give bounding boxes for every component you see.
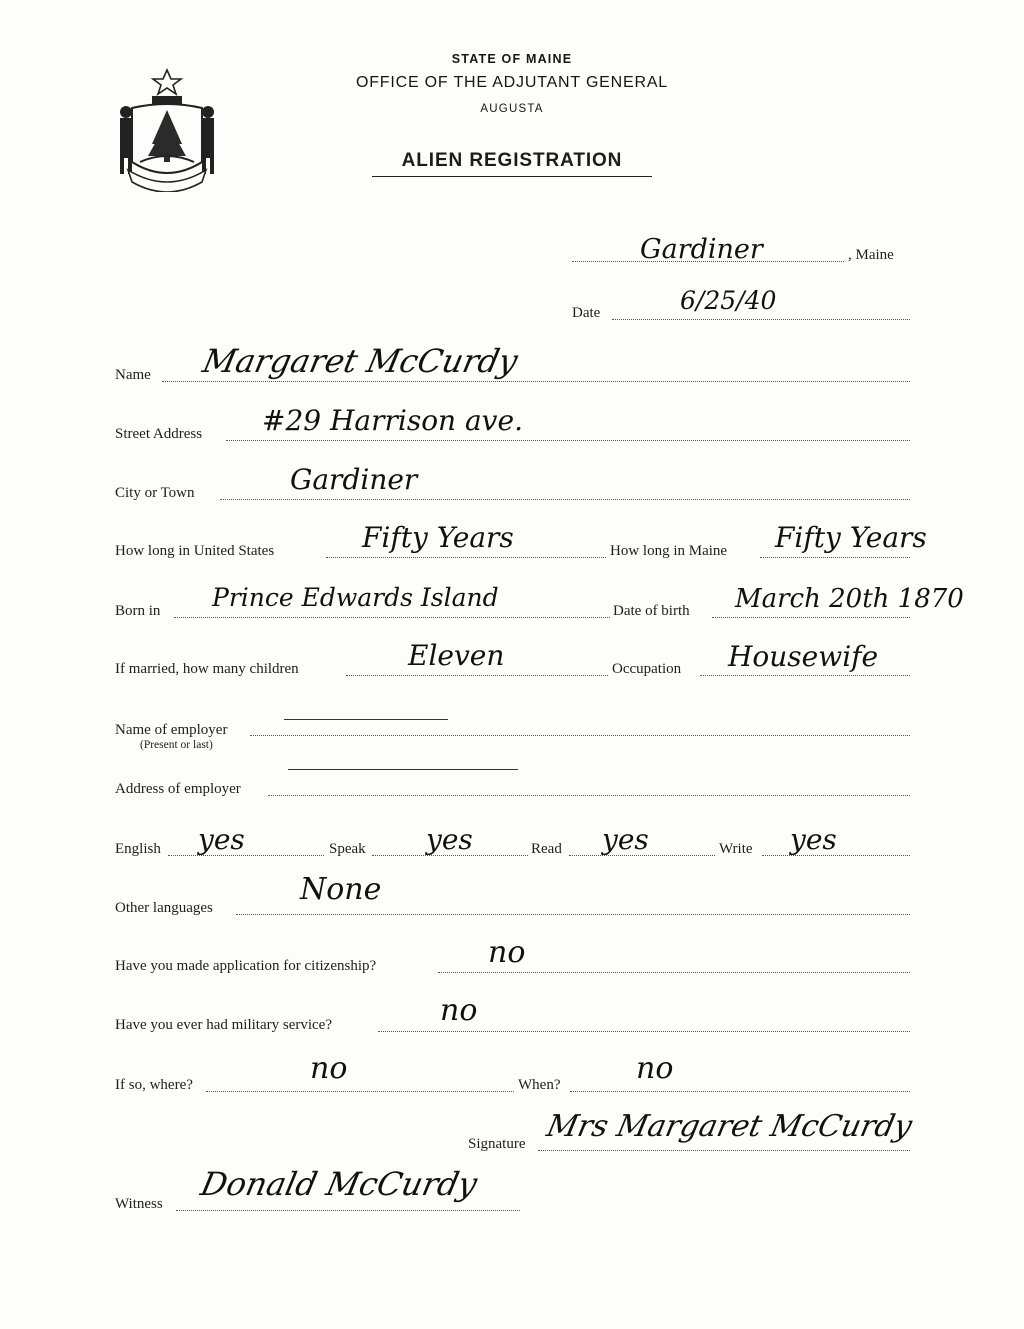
street-address-entry[interactable]: #29 Harrison ave.: [262, 404, 523, 437]
english-line: [168, 855, 324, 856]
header-city: AUGUSTA: [480, 103, 544, 115]
signature-entry[interactable]: Mrs Margaret McCurdy: [543, 1109, 916, 1144]
name-line: [162, 381, 910, 382]
english-label: English: [115, 841, 161, 857]
employer-dash: [284, 719, 448, 720]
born-in-label: Born in: [115, 603, 161, 619]
where-label: If so, where?: [115, 1077, 193, 1093]
us-duration-entry[interactable]: Fifty Years: [362, 521, 514, 554]
speak-entry[interactable]: yes: [426, 823, 473, 856]
city-line: [220, 499, 910, 500]
maine-suffix-label: , Maine: [848, 247, 894, 263]
citizenship-entry[interactable]: no: [488, 935, 526, 970]
header-state: STATE OF MAINE: [451, 52, 573, 66]
read-entry[interactable]: yes: [602, 823, 649, 856]
form-title: ALIEN REGISTRATION: [372, 150, 652, 177]
where-entry[interactable]: no: [310, 1051, 348, 1086]
street-address-label: Street Address: [115, 426, 203, 442]
employer-line: [250, 735, 910, 736]
speak-label: Speak: [329, 841, 366, 857]
us-duration-line: [326, 557, 606, 558]
employer-label: Name of employer: [115, 722, 228, 738]
name-entry[interactable]: Margaret McCurdy: [199, 342, 522, 380]
city-label: City or Town: [115, 485, 195, 501]
other-languages-label: Other languages: [115, 900, 213, 916]
citizenship-label: Have you made application for citizenship?: [115, 958, 377, 974]
town-entry[interactable]: Gardiner: [640, 234, 763, 265]
maine-duration-label: How long in Maine: [610, 543, 728, 559]
header-office: OFFICE OF THE ADJUTANT GENERAL: [355, 74, 669, 91]
children-line: [346, 675, 608, 676]
employer-address-label: Address of employer: [115, 781, 241, 797]
children-label: If married, how many children: [115, 661, 299, 677]
maine-duration-line: [760, 557, 910, 558]
witness-entry[interactable]: Donald McCurdy: [197, 1165, 481, 1203]
military-label: Have you ever had military service?: [115, 1017, 332, 1033]
other-languages-entry[interactable]: None: [300, 872, 382, 907]
date-line: [612, 319, 910, 320]
where-line: [206, 1091, 514, 1092]
date-of-birth-label: Date of birth: [613, 603, 690, 619]
read-label: Read: [531, 841, 562, 857]
military-line: [378, 1031, 910, 1032]
witness-line: [176, 1210, 520, 1211]
employer-sublabel: (Present or last): [140, 739, 213, 751]
when-label: When?: [518, 1077, 561, 1093]
occupation-label: Occupation: [612, 661, 682, 677]
write-entry[interactable]: yes: [790, 823, 837, 856]
citizenship-line: [438, 972, 910, 973]
occupation-entry[interactable]: Housewife: [728, 640, 879, 673]
date-entry[interactable]: 6/25/40: [680, 286, 777, 315]
date-label: Date: [572, 305, 601, 321]
date-of-birth-line: [712, 617, 910, 618]
children-entry[interactable]: Eleven: [408, 639, 505, 672]
street-address-line: [226, 440, 910, 441]
maine-duration-entry[interactable]: Fifty Years: [775, 521, 927, 554]
born-in-line: [174, 617, 610, 618]
name-label: Name: [115, 367, 151, 383]
city-entry[interactable]: Gardiner: [290, 463, 418, 496]
signature-line: [538, 1150, 910, 1151]
us-duration-label: How long in United States: [115, 543, 275, 559]
english-entry[interactable]: yes: [198, 823, 245, 856]
other-languages-line: [236, 914, 910, 915]
born-in-entry[interactable]: Prince Edwards Island: [212, 583, 499, 612]
signature-label: Signature: [468, 1136, 526, 1152]
employer-address-line: [268, 795, 910, 796]
date-of-birth-entry[interactable]: March 20th 1870: [735, 584, 964, 614]
when-entry[interactable]: no: [636, 1051, 674, 1086]
military-entry[interactable]: no: [440, 993, 478, 1028]
write-label: Write: [719, 841, 753, 857]
witness-label: Witness: [115, 1196, 163, 1212]
employer-address-dash: [288, 769, 518, 770]
when-line: [570, 1091, 910, 1092]
occupation-line: [700, 675, 910, 676]
